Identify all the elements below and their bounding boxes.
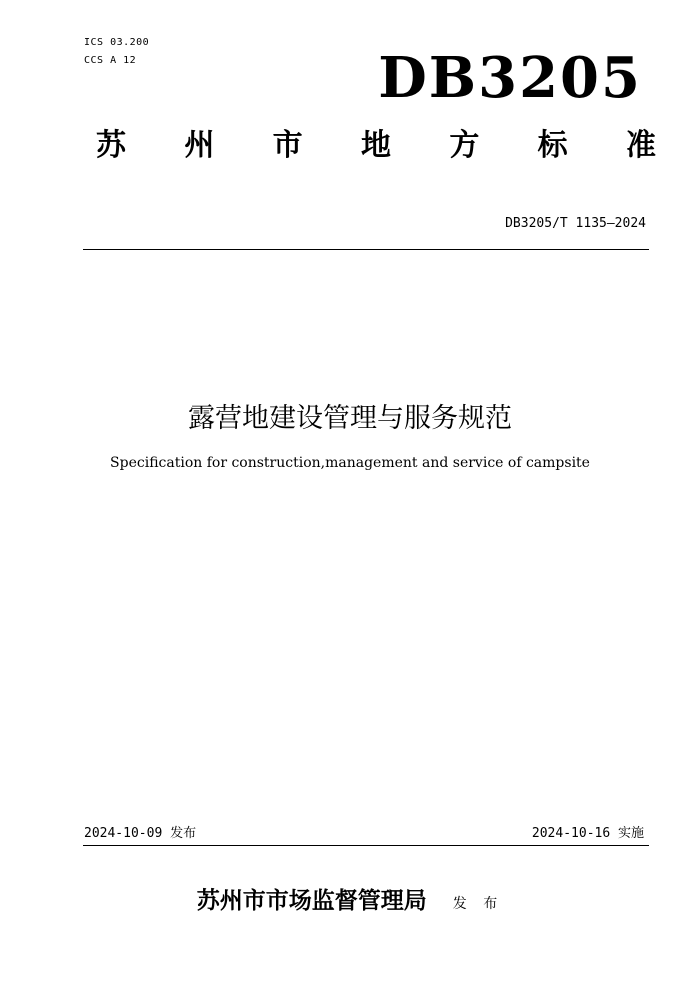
document-title-zh: 露营地建设管理与服务规范 xyxy=(188,403,512,434)
standard-type-char: 苏 xyxy=(96,128,126,163)
issuer-name: 苏州市市场监督管理局 xyxy=(196,887,427,914)
standard-type-char: 准 xyxy=(625,128,656,163)
top-divider xyxy=(83,249,649,250)
standard-type-char: 州 xyxy=(184,128,215,163)
standard-type-char: 市 xyxy=(272,128,303,163)
standard-number: DB3205/T 1135—2024 xyxy=(505,216,646,231)
issue-date: 2024-10-09 发布 xyxy=(84,826,197,841)
issuer-block xyxy=(0,882,700,915)
bottom-divider xyxy=(83,845,649,846)
db-logo: DB3205 xyxy=(378,45,642,111)
publish-label: 发 布 xyxy=(452,896,504,912)
standard-type-char: 标 xyxy=(537,128,568,163)
standard-type-char: 方 xyxy=(449,128,480,163)
implementation-date: 2024-10-16 实施 xyxy=(531,826,644,841)
standard-type xyxy=(96,120,656,164)
ics-code: ICS 03.200 xyxy=(84,37,150,48)
standard-type-char: 地 xyxy=(360,128,391,163)
ccs-code: CCS A 12 xyxy=(84,55,137,66)
document-title-en: Specification for construction,management and service of campsite xyxy=(110,455,590,471)
